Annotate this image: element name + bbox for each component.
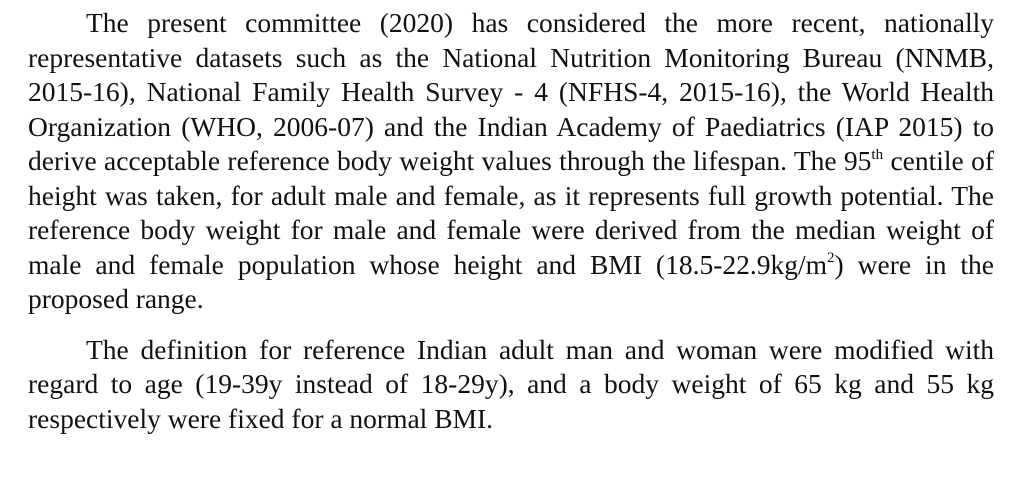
superscript-2: 2	[827, 250, 835, 267]
document-page	[28, 6, 994, 436]
paragraph-text-part: centile of height was taken, for adult male and female, as it represents full growth potential. The reference body weight for male and female were derived from the median weight of male and female population whose height and BMI (18.5-22.9kg/m	[28, 145, 994, 280]
paragraph-text-part: The present committee (2020) has considered the more recent, nationally representative datasets such as the National Nutrition Monitoring Bureau (NNMB, 2015-16), National Family Health Survey - 4 (NFHS-4, 2015-16), the World Health Organization (WHO, 2006-07) and the Indian Academy of Paediatrics (IAP 2015) to derive acceptable reference body weight values through the lifespan. The 95	[28, 7, 994, 176]
superscript-th: th	[871, 146, 884, 163]
paragraph-reference-adult-definition: The definition for reference Indian adult man and woman were modified with regard to age (19-39y instead of 18-29y), and a body weight of 65 kg and 55 kg respectively were fixed for a normal BMI.	[28, 333, 994, 434]
paragraph-reference-body-weight	[28, 6, 994, 317]
paragraph-text-part: ) were in the proposed range.	[28, 248, 995, 314]
